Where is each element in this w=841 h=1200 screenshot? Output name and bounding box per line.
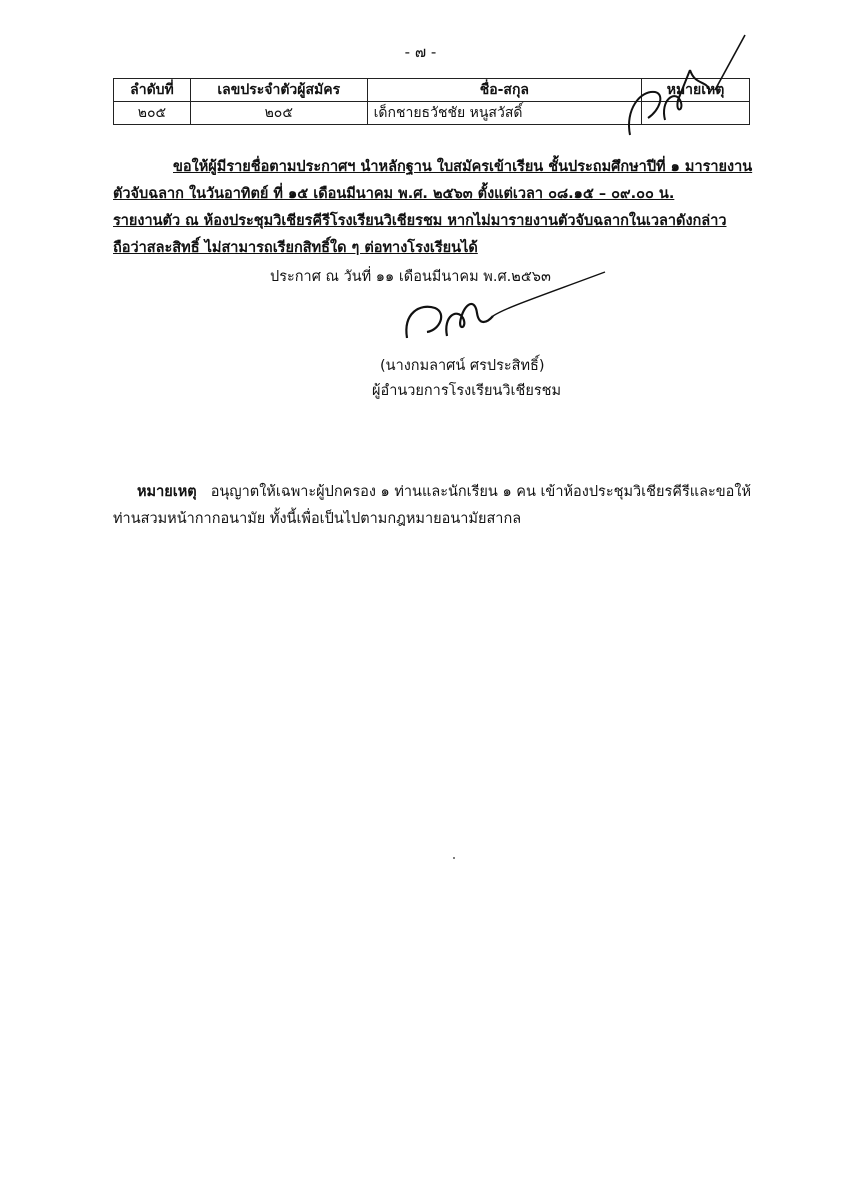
page-number: - ๗ - [404,43,437,61]
announcement-date: ประกาศ ณ วันที่ ๑๑ เดือนมีนาคม พ.ศ.๒๕๖๓ [270,269,551,285]
header-full-name: ชื่อ-สกุล [367,79,641,102]
signer-name: (นางกมลาศน์ ศรประสิทธิ์) [380,358,545,374]
cell-applicant-id: ๒๐๕ [190,102,367,125]
remark-label: หมายเหตุ [137,484,197,500]
notice-line-1: ขอให้ผู้มีรายชื่อตามประกาศฯ นำหลักฐาน ใบสมัครเข้าเรียน ชั้นประถมศึกษาปีที่ ๑ มารายงาน [173,159,753,175]
header-order: ลำดับที่ [114,79,191,102]
notice-paragraph [113,154,753,262]
remark-paragraph [113,479,753,533]
header-applicant-id: เลขประจำตัวผู้สมัคร [190,79,367,102]
margin-initials-signature [620,30,770,150]
notice-line-4: ถือว่าสละสิทธิ์ ไม่สามารถเรียกสิทธิ์ใด ๆ ต่อทางโรงเรียนได้ [113,240,478,256]
header-remark: หมายเหตุ [642,79,750,102]
remark-text: อนุญาตให้เฉพาะผู้ปกครอง ๑ ท่านและนักเรียน ๑ คน เข้าห้องประชุมวิเชียรคีรีและขอให้ท่านสวมหน้ากากอนามัย ทั้งนี้เพื่อเป็นไปตามกฎหมายอนามัยสากล [113,484,752,527]
scan-speck [453,857,455,859]
cell-full-name: เด็กชายธวัชชัย หนูสวัสดิ์ [367,102,641,125]
notice-line-2: ตัวจับฉลาก ในวันอาทิตย์ ที่ ๑๕ เดือนมีนาคม พ.ศ. ๒๕๖๓ ตั้งแต่เวลา ๐๘.๑๕ – ๐๙.๐๐ น. [113,186,675,202]
signer-title: ผู้อำนวยการโรงเรียนวิเชียรชม [372,383,562,399]
director-signature [395,268,610,348]
notice-line-3: รายงานตัว ณ ห้องประชุมวิเชียรคีรีโรงเรียนวิเชียรชม หากไม่มารายงานตัวจับฉลากในเวลาดังกล่าว [113,213,727,229]
cell-order: ๒๐๕ [114,102,191,125]
